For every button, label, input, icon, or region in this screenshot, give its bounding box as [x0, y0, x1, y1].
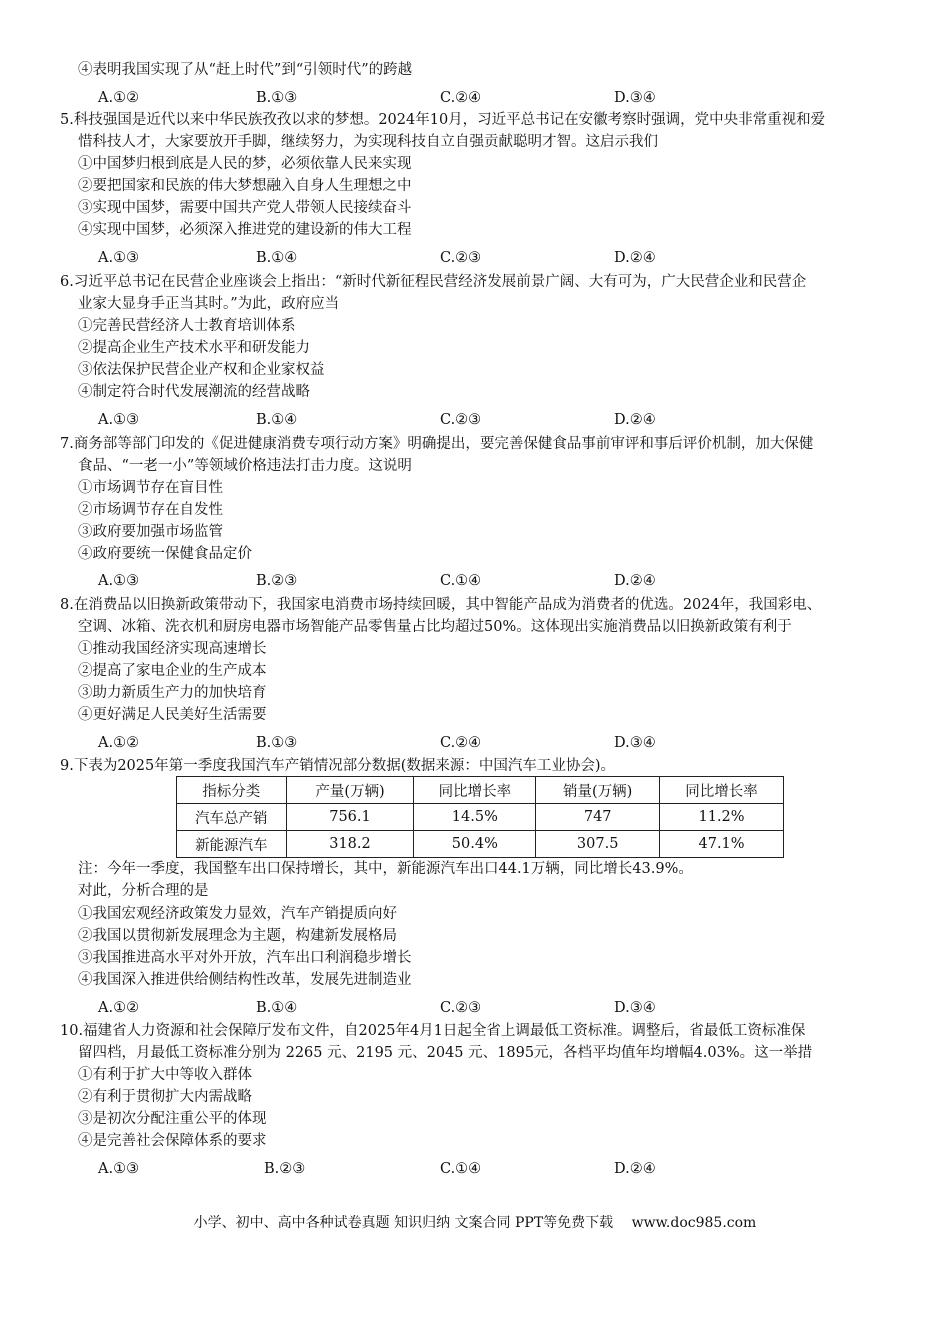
- answer-b: B.①④: [256, 1000, 298, 1016]
- answer-c: C.②③: [440, 1000, 482, 1016]
- q10-option-3: ③是初次分配注重公平的体现: [78, 1111, 267, 1127]
- q9-option-1: ①我国宏观经济政策发力显效，汽车产销提质向好: [78, 906, 397, 922]
- q5-stem-line1: 5.科技强国是近代以来中华民族孜孜以求的梦想。2024年10月，习近平总书记在安徽考察时强调，党中央非常重视和爱: [60, 112, 826, 128]
- table-row: [177, 831, 784, 858]
- answer-a: A.①③: [98, 573, 140, 589]
- q6-option-1: ①完善民营经济人士教育培训体系: [78, 318, 296, 334]
- q8-stem-line2: 空调、冰箱、洗衣机和厨房电器市场智能产品零售量占比均超过50%。这体现出实施消费品以旧换新政策有利于: [78, 619, 792, 635]
- answer-d: D.③④: [614, 1000, 656, 1016]
- q10-option-4: ④是完善社会保障体系的要求: [78, 1133, 267, 1149]
- column-header: 同比增长率: [414, 777, 536, 804]
- answer-a: A.①③: [98, 412, 140, 428]
- q7-option-2: ②市场调节存在自发性: [78, 502, 223, 518]
- answer-c: C.②④: [440, 735, 482, 751]
- q9-option-4: ④我国深入推进供给侧结构性改革，发展先进制造业: [78, 972, 412, 988]
- q9-stem-line1: 9.下表为2025年第一季度我国汽车产销情况部分数据(数据来源：中国汽车工业协会)。: [60, 758, 616, 774]
- answer-b: B.①④: [256, 412, 298, 428]
- q7-option-3: ③政府要加强市场监管: [78, 524, 223, 540]
- answer-b: B.①③: [256, 90, 298, 106]
- q8-stem-line1: 8.在消费品以旧换新政策带动下，我国家电消费市场持续回暖，其中智能产品成为消费者的优选。2024年，我国彩电、: [60, 597, 822, 613]
- table-cell: 307.5: [536, 831, 660, 858]
- q6-option-2: ②提高企业生产技术水平和研发能力: [78, 340, 310, 356]
- table-cell: 318.2: [286, 831, 414, 858]
- q10-option-1: ①有利于扩大中等收入群体: [78, 1067, 252, 1083]
- answer-a: A.①②: [98, 1000, 140, 1016]
- q5-option-4: ④实现中国梦，必须深入推进党的建设新的伟大工程: [78, 222, 412, 238]
- q8-option-1: ①推动我国经济实现高速增长: [78, 641, 267, 657]
- table-cell: 11.2%: [660, 804, 784, 831]
- table-cell: 50.4%: [414, 831, 536, 858]
- column-header: 产量(万辆): [286, 777, 414, 804]
- answer-d: D.②④: [614, 1161, 656, 1177]
- answer-a: A.①②: [98, 90, 140, 106]
- q8-option-4: ④更好满足人民美好生活需要: [78, 707, 267, 723]
- column-header: 同比增长率: [660, 777, 784, 804]
- q9-prompt: 对此，分析合理的是: [78, 883, 209, 899]
- table-cell: 756.1: [286, 804, 414, 831]
- q6-option-3: ③依法保护民营企业产权和企业家权益: [78, 362, 325, 378]
- q5-stem-line2: 惜科技人才，大家要放开手脚，继续努力，为实现科技自立自强贡献聪明才智。这启示我们: [78, 134, 658, 150]
- car-sales-table: [176, 776, 784, 858]
- q5-option-2: ②要把国家和民族的伟大梦想融入自身人生理想之中: [78, 178, 412, 194]
- q7-option-1: ①市场调节存在盲目性: [78, 480, 223, 496]
- column-header: 指标分类: [177, 777, 287, 804]
- q9-option-3: ③我国推进高水平对外开放，汽车出口利润稳步增长: [78, 950, 412, 966]
- table-cell: 14.5%: [414, 804, 536, 831]
- q10-option-2: ②有利于贯彻扩大内需战略: [78, 1089, 252, 1105]
- q6-stem-line2: 业家大显身手正当其时。”为此，政府应当: [78, 296, 340, 312]
- answer-a: A.①③: [98, 250, 140, 266]
- answer-d: D.②④: [614, 573, 656, 589]
- q10-stem-line2: 留四档，月最低工资标准分别为 2265 元、2195 元、2045 元、1895元，各档平均值年均增幅4.03%。这一举措: [78, 1045, 813, 1061]
- q9-note: 注：今年一季度，我国整车出口保持增长，其中，新能源汽车出口44.1万辆，同比增长43.9%。: [78, 861, 693, 877]
- q7-stem-line1: 7.商务部等部门印发的《促进健康消费专项行动方案》明确提出，要完善保健食品事前审评和事后评价机制，加大保健: [60, 436, 814, 452]
- answer-c: C.①④: [440, 1161, 482, 1177]
- answer-b: B.②③: [264, 1161, 306, 1177]
- q5-option-1: ①中国梦归根到底是人民的梦，必须依靠人民来实现: [78, 156, 412, 172]
- answer-a: A.①③: [98, 1161, 140, 1177]
- q9-option-2: ②我国以贯彻新发展理念为主题，构建新发展格局: [78, 928, 397, 944]
- answer-d: D.②④: [614, 412, 656, 428]
- q4-option-4: ④表明我国实现了从“赶上时代”到“引领时代”的跨越: [78, 62, 413, 78]
- answer-d: D.③④: [614, 90, 656, 106]
- column-header: 销量(万辆): [536, 777, 660, 804]
- answer-a: A.①②: [98, 735, 140, 751]
- answer-c: C.②④: [440, 90, 482, 106]
- q7-option-4: ④政府要统一保健食品定价: [78, 546, 252, 562]
- q8-option-3: ③助力新质生产力的加快培育: [78, 685, 267, 701]
- footer-text: 小学、初中、高中各种试卷真题 知识归纳 文案合同 PPT等免费下载 www.doc985.com: [193, 1215, 757, 1231]
- q6-option-4: ④制定符合时代发展潮流的经营战略: [78, 384, 310, 400]
- table-cell: 汽车总产销: [177, 804, 287, 831]
- q6-stem-line1: 6.习近平总书记在民营企业座谈会上指出：“新时代新征程民营经济发展前景广阔、大有可为，广大民营企业和民营企: [60, 274, 807, 290]
- answer-c: C.①④: [440, 573, 482, 589]
- table-cell: 新能源汽车: [177, 831, 287, 858]
- q10-stem-line1: 10.福建省人力资源和社会保障厅发布文件，自2025年4月1日起全省上调最低工资标准。调整后，省最低工资标准保: [60, 1023, 806, 1039]
- table-cell: 747: [536, 804, 660, 831]
- q7-stem-line2: 食品、“一老一小”等领域价格违法打击力度。这说明: [78, 458, 412, 474]
- answer-b: B.①④: [256, 250, 298, 266]
- table-cell: 47.1%: [660, 831, 784, 858]
- table-row: [177, 804, 784, 831]
- answer-b: B.②③: [256, 573, 298, 589]
- q8-option-2: ②提高了家电企业的生产成本: [78, 663, 267, 679]
- answer-d: D.②④: [614, 250, 656, 266]
- table-header-row: [177, 777, 784, 804]
- answer-d: D.③④: [614, 735, 656, 751]
- answer-c: C.②③: [440, 412, 482, 428]
- answer-b: B.①③: [256, 735, 298, 751]
- answer-c: C.②③: [440, 250, 482, 266]
- q5-option-3: ③实现中国梦，需要中国共产党人带领人民接续奋斗: [78, 200, 412, 216]
